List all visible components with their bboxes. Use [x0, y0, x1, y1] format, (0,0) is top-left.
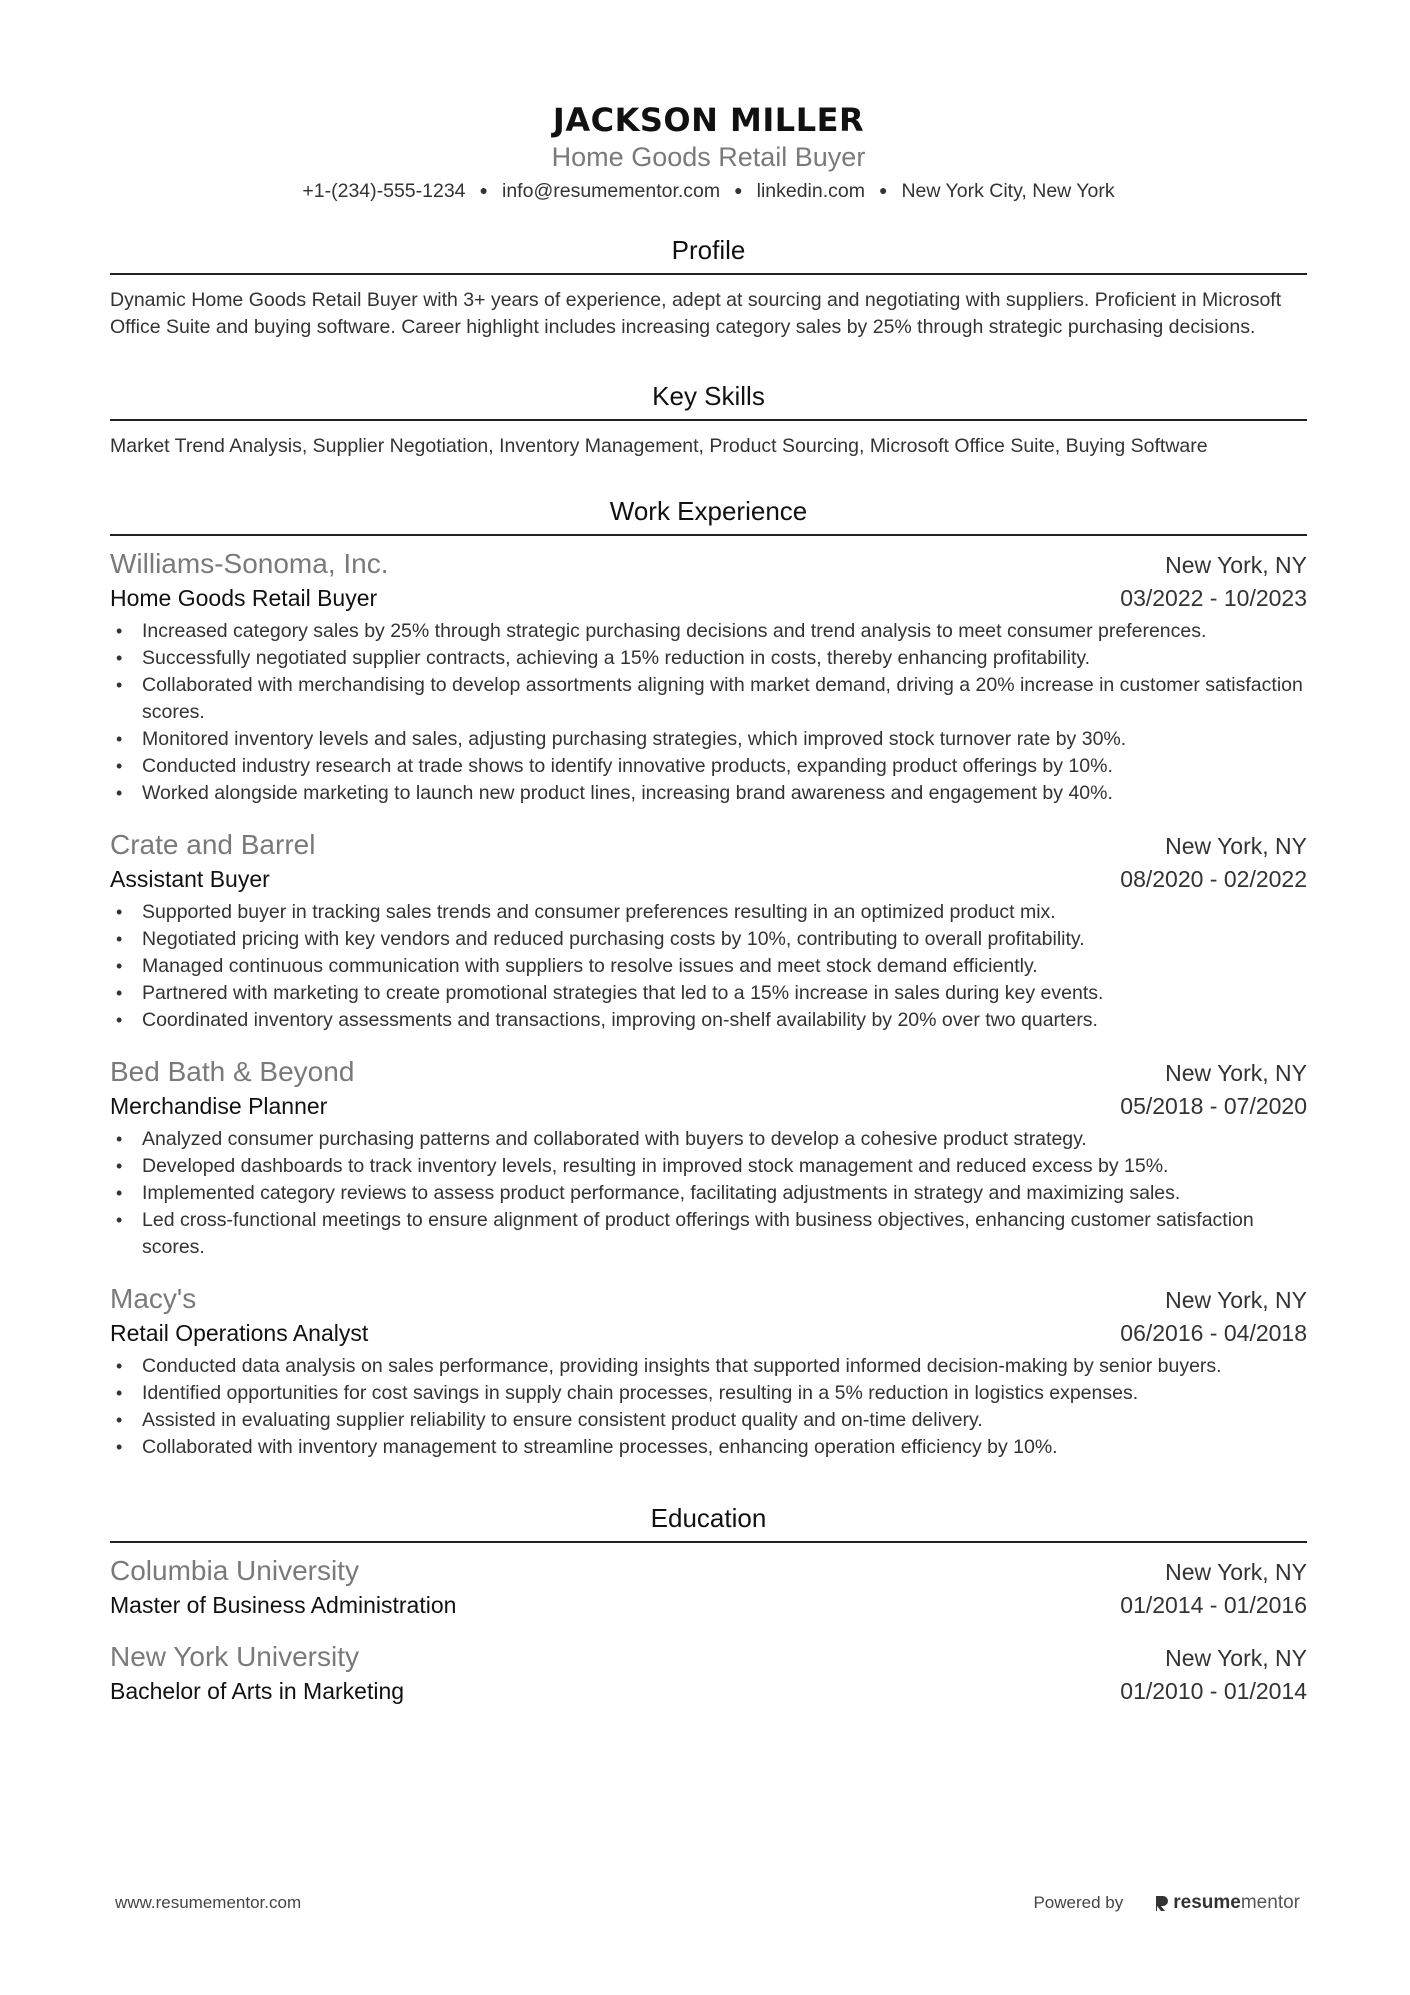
list-item: • Developed dashboards to track inventory levels, resulting in improved stock management and reduced excess by 15%. — [110, 1153, 1307, 1180]
school-location: New York, NY — [1165, 1559, 1307, 1585]
candidate-name: JACKSON MILLER — [552, 101, 865, 139]
separator-dot-icon: ● — [879, 182, 888, 198]
school-name: New York University — [110, 1641, 359, 1672]
list-item: • Successfully negotiated supplier contracts, achieving a 15% reduction in costs, thereby enhancing profitability. — [110, 645, 1307, 672]
degree: Bachelor of Arts in Marketing — [110, 1678, 405, 1704]
job-dates: 06/2016 - 04/2018 — [1120, 1320, 1307, 1346]
school-name: Columbia University — [110, 1555, 359, 1586]
resumementor-logo-icon — [1153, 1894, 1169, 1912]
job-dates: 05/2018 - 07/2020 — [1120, 1093, 1307, 1119]
company-name: Williams-Sonoma, Inc. — [110, 548, 389, 579]
powered-by — [1033, 1892, 1300, 1914]
section-heading-work: Work Experience — [110, 494, 1307, 536]
list-item: • Led cross-functional meetings to ensure alignment of product offerings with business objectives, enhancing customer satisfaction scores. — [110, 1207, 1307, 1261]
degree: Master of Business Administration — [110, 1592, 457, 1618]
contact-location: New York City, New York — [901, 180, 1115, 202]
job-bullets — [110, 899, 1307, 1034]
candidate-title: Home Goods Retail Buyer — [551, 142, 866, 172]
brand-text-bold: resume — [1173, 1892, 1241, 1913]
contact-phone: +1-(234)-555-1234 — [302, 180, 466, 202]
list-item: • Collaborated with inventory management to streamline processes, enhancing operation efficiency by 10%. — [110, 1434, 1307, 1461]
resume-header — [110, 98, 1307, 205]
work-entry — [110, 546, 1307, 807]
section-heading-education: Education — [110, 1501, 1307, 1543]
job-role: Merchandise Planner — [110, 1093, 328, 1119]
education-dates: 01/2014 - 01/2016 — [1120, 1592, 1307, 1618]
school-location: New York, NY — [1165, 1645, 1307, 1671]
company-name: Crate and Barrel — [110, 829, 316, 860]
list-item: • Negotiated pricing with key vendors and reduced purchasing costs by 10%, contributing to overall profitability. — [110, 926, 1307, 953]
list-item: • Conducted data analysis on sales performance, providing insights that supported informed decision-making by senior buyers. — [110, 1353, 1307, 1380]
education-section — [110, 1501, 1307, 1707]
list-item: • Managed continuous communication with suppliers to resolve issues and meet stock demand efficiently. — [110, 953, 1307, 980]
list-item: • Collaborated with merchandising to develop assortments aligning with market demand, driving a 20% increase in customer satisfaction scores. — [110, 672, 1307, 726]
job-bullets — [110, 618, 1307, 807]
work-entry — [110, 1054, 1307, 1261]
contact-email[interactable]: info@resumementor.com — [502, 180, 721, 202]
job-dates: 08/2020 - 02/2022 — [1120, 866, 1307, 892]
education-dates: 01/2010 - 01/2014 — [1120, 1678, 1307, 1704]
job-bullets — [110, 1353, 1307, 1461]
job-role: Assistant Buyer — [110, 866, 270, 892]
company-name: Macy's — [110, 1283, 197, 1314]
powered-by-label: Powered by — [1033, 1893, 1124, 1912]
work-entry — [110, 827, 1307, 1034]
job-location: New York, NY — [1165, 1287, 1307, 1313]
work-entry — [110, 1281, 1307, 1461]
list-item: • Implemented category reviews to assess product performance, facilitating adjustments in strategy and maximizing sales. — [110, 1180, 1307, 1207]
job-role: Retail Operations Analyst — [110, 1320, 369, 1346]
list-item: • Analyzed consumer purchasing patterns and collaborated with buyers to develop a cohesive product strategy. — [110, 1126, 1307, 1153]
list-item: • Coordinated inventory assessments and transactions, improving on-shelf availability by 20% over two quarters. — [110, 1007, 1307, 1034]
profile-section — [110, 233, 1307, 341]
contact-linkedin[interactable]: linkedin.com — [756, 180, 865, 202]
section-heading-skills: Key Skills — [110, 379, 1307, 421]
job-bullets — [110, 1126, 1307, 1261]
section-heading-profile: Profile — [110, 233, 1307, 275]
company-name: Bed Bath & Beyond — [110, 1056, 355, 1087]
resume-page — [110, 98, 1307, 1707]
list-item: • Partnered with marketing to create promotional strategies that led to a 15% increase in sales during key events. — [110, 980, 1307, 1007]
job-location: New York, NY — [1165, 1060, 1307, 1086]
separator-dot-icon: ● — [734, 182, 743, 198]
brand-text-light: mentor — [1240, 1892, 1300, 1913]
list-item: • Supported buyer in tracking sales trends and consumer preferences resulting in an optimized product mix. — [110, 899, 1307, 926]
list-item: • Monitored inventory levels and sales, adjusting purchasing strategies, which improved stock turnover rate by 30%. — [110, 726, 1307, 753]
contact-line — [110, 176, 1307, 205]
job-role: Home Goods Retail Buyer — [110, 585, 378, 611]
list-item: • Increased category sales by 25% through strategic purchasing decisions and trend analysis to meet consumer preferences. — [110, 618, 1307, 645]
brand-logo[interactable] — [1153, 1892, 1300, 1914]
education-entry — [110, 1553, 1307, 1621]
page-footer — [115, 1888, 1300, 1918]
work-experience-section — [110, 494, 1307, 1461]
skills-list: Market Trend Analysis, Supplier Negotiation, Inventory Management, Product Sourcing, Microsoft Office Suite, Buying Software — [110, 435, 1208, 457]
footer-website-link[interactable]: www.resumementor.com — [115, 1893, 302, 1912]
skills-section — [110, 379, 1307, 460]
job-dates: 03/2022 - 10/2023 — [1120, 585, 1307, 611]
list-item: • Identified opportunities for cost savings in supply chain processes, resulting in a 5% reduction in logistics expenses. — [110, 1380, 1307, 1407]
list-item: • Conducted industry research at trade shows to identify innovative products, expanding product offerings by 10%. — [110, 753, 1307, 780]
education-entry — [110, 1639, 1307, 1707]
job-location: New York, NY — [1165, 833, 1307, 859]
job-location: New York, NY — [1165, 552, 1307, 578]
list-item: • Worked alongside marketing to launch new product lines, increasing brand awareness and engagement by 40%. — [110, 780, 1307, 807]
list-item: • Assisted in evaluating supplier reliability to ensure consistent product quality and on-time delivery. — [110, 1407, 1307, 1434]
profile-summary: Dynamic Home Goods Retail Buyer with 3+ years of experience, adept at sourcing and negotiating with suppliers. Proficient in Microsoft Office Suite and buying software. Career highlight includes increasing category sales by 25% through strategic purchasing decisions. — [110, 289, 1282, 338]
separator-dot-icon: ● — [479, 182, 488, 198]
